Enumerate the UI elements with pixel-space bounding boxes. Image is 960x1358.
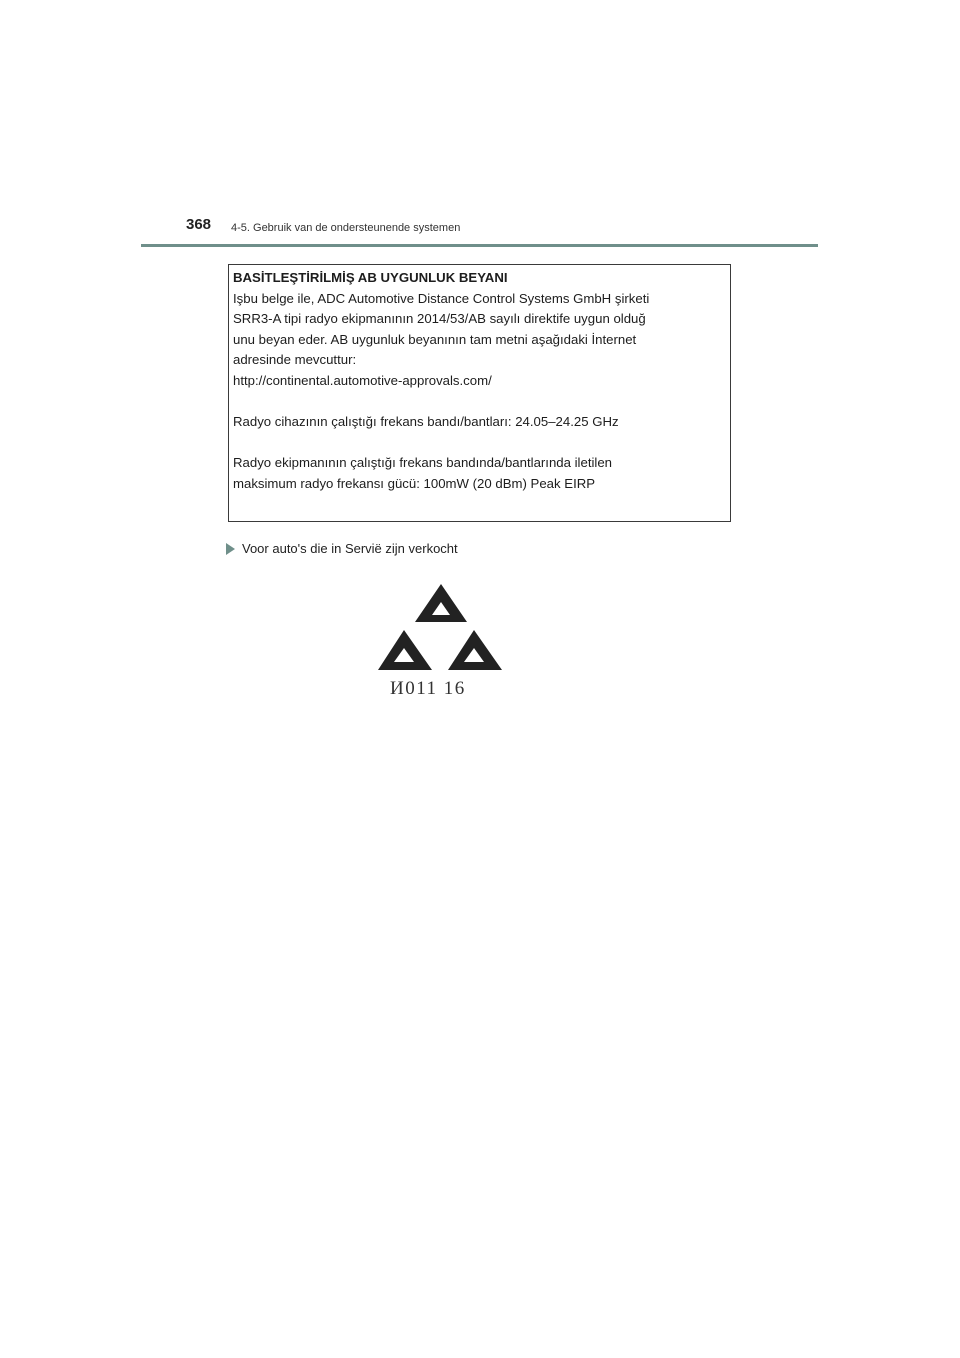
notice-line: Işbu belge ile, ADC Automotive Distance Control Systems GmbH şirketi <box>233 290 650 306</box>
notice-url: http://continental.automotive-approvals.com/ <box>233 372 492 388</box>
notice-line: SRR3-A tipi radyo ekipmanının 2014/53/AB sayılı direktife uygun olduğ <box>233 311 646 327</box>
serbia-bullet <box>226 541 458 556</box>
notice-title: BASİTLEŞTİRİLMİŞ AB UYGUNLUK BEYANI <box>233 270 508 285</box>
page-number: 368 <box>186 216 212 233</box>
bullet-triangle-icon <box>226 543 235 555</box>
approval-code: И011 16 <box>390 678 466 699</box>
header-rule <box>141 244 818 247</box>
serbia-bullet-text: Voor auto's die in Servië zijn verkocht <box>242 541 458 556</box>
triangle-right-icon <box>448 630 502 670</box>
notice-frequency: Radyo cihazının çalıştığı frekans bandı/bantları: 24.05–24.25 GHz <box>233 414 619 430</box>
notice-power-line: maksimum radyo frekansı gücü: 100mW (20 dBm) Peak EIRP <box>233 475 596 491</box>
triangle-left-icon <box>378 630 432 670</box>
eu-conformity-notice <box>228 264 731 522</box>
notice-line: unu beyan eder. AB uygunluk beyanının tam metni aşağıdaki İnternet <box>233 331 637 347</box>
section-title: 4-5. Gebruik van de ondersteunende systemen <box>231 222 461 234</box>
notice-line: adresinde mevcuttur: <box>233 352 357 368</box>
notice-power-line: Radyo ekipmanının çalıştığı frekans bandında/bantlarında iletilen <box>233 455 613 471</box>
notice-spacer <box>233 392 726 413</box>
notice-spacer <box>233 433 726 454</box>
triangle-top-icon <box>415 584 467 622</box>
